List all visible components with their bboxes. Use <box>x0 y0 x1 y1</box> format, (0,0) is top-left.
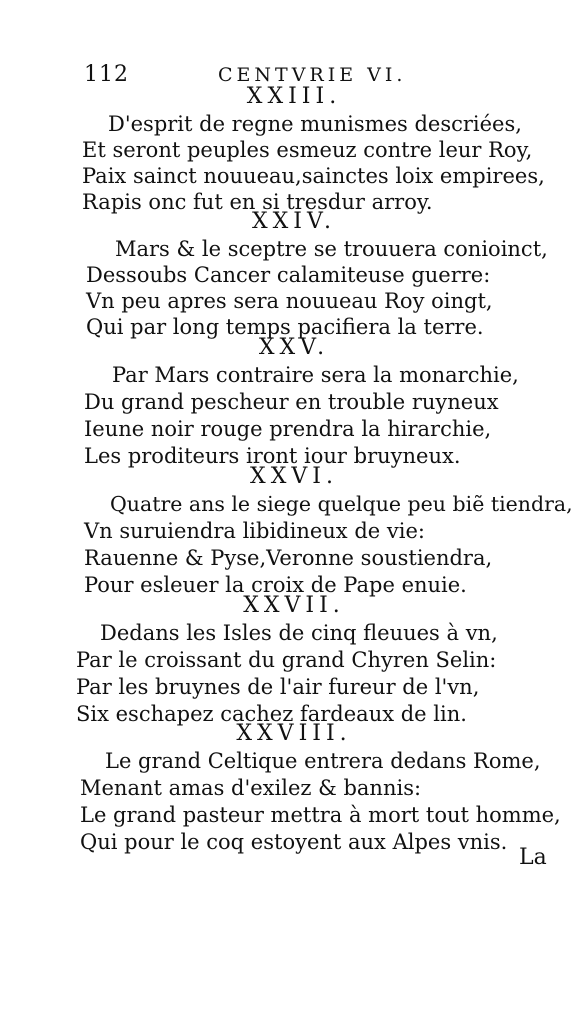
verse-line: Les proditeurs iront iour bruyneux. <box>84 444 461 468</box>
verse-line: Pour esleuer la croix de Pape enuie. <box>84 573 467 597</box>
stanza-number: XXIII. <box>246 84 342 109</box>
verse-line: Vn peu apres sera nouueau Roy oingt, <box>86 289 493 313</box>
stanza-number: XXVI. <box>250 464 338 489</box>
verse-line: Par les bruynes de l'air fureur de l'vn, <box>76 675 480 699</box>
page-number: 112 <box>84 62 129 87</box>
verse-line: D'esprit de regne munismes descriées, <box>108 112 522 136</box>
verse-line: Rauenne & Pyse,Veronne soustiendra, <box>84 546 493 570</box>
verse-line: Qui par long temps pacifiera la terre. <box>86 315 484 339</box>
verse-line: Le grand pasteur mettra à mort tout homme, <box>80 803 561 827</box>
catchword: La <box>519 845 547 870</box>
verse-line: Du grand pescheur en trouble ruyneux <box>84 390 499 414</box>
verse-line: Et seront peuples esmeuz contre leur Roy, <box>82 138 533 162</box>
stanza-number: XXV. <box>258 335 330 360</box>
stanza-number: XXIV. <box>251 209 337 234</box>
verse-line: Dedans les Isles de cinq fleuues à vn, <box>100 621 498 645</box>
verse-line: Mars & le sceptre se trouuera conioinct, <box>115 237 548 261</box>
verse-line: Paix sainct nouueau,sainctes loix empirees, <box>82 164 545 188</box>
verse-line: Vn suruiendra libidineux de vie: <box>84 519 425 543</box>
verse-line: Menant amas d'exilez & bannis: <box>80 776 422 800</box>
stanza-number: XXVII. <box>243 593 345 618</box>
verse-line: Dessoubs Cancer calamiteuse guerre: <box>86 263 491 287</box>
verse-line: Rapis onc fut en si tresdur arroy. <box>82 190 433 214</box>
running-head: CENTVRIE VI. <box>218 64 407 86</box>
verse-line: Ieune noir rouge prendra la hirarchie, <box>84 417 492 441</box>
verse-line: Par Mars contraire sera la monarchie, <box>112 363 519 387</box>
verse-line: Qui pour le coq estoyent aux Alpes vnis. <box>80 830 508 854</box>
verse-line: Six eschapez cachez fardeaux de lin. <box>76 702 467 726</box>
verse-line: Quatre ans le siege quelque peu biẽ tiendra, <box>110 492 573 516</box>
stanza-number: XXVIII. <box>236 721 352 746</box>
verse-line: Le grand Celtique entrera dedans Rome, <box>105 749 541 773</box>
verse-line: Par le croissant du grand Chyren Selin: <box>76 648 497 672</box>
